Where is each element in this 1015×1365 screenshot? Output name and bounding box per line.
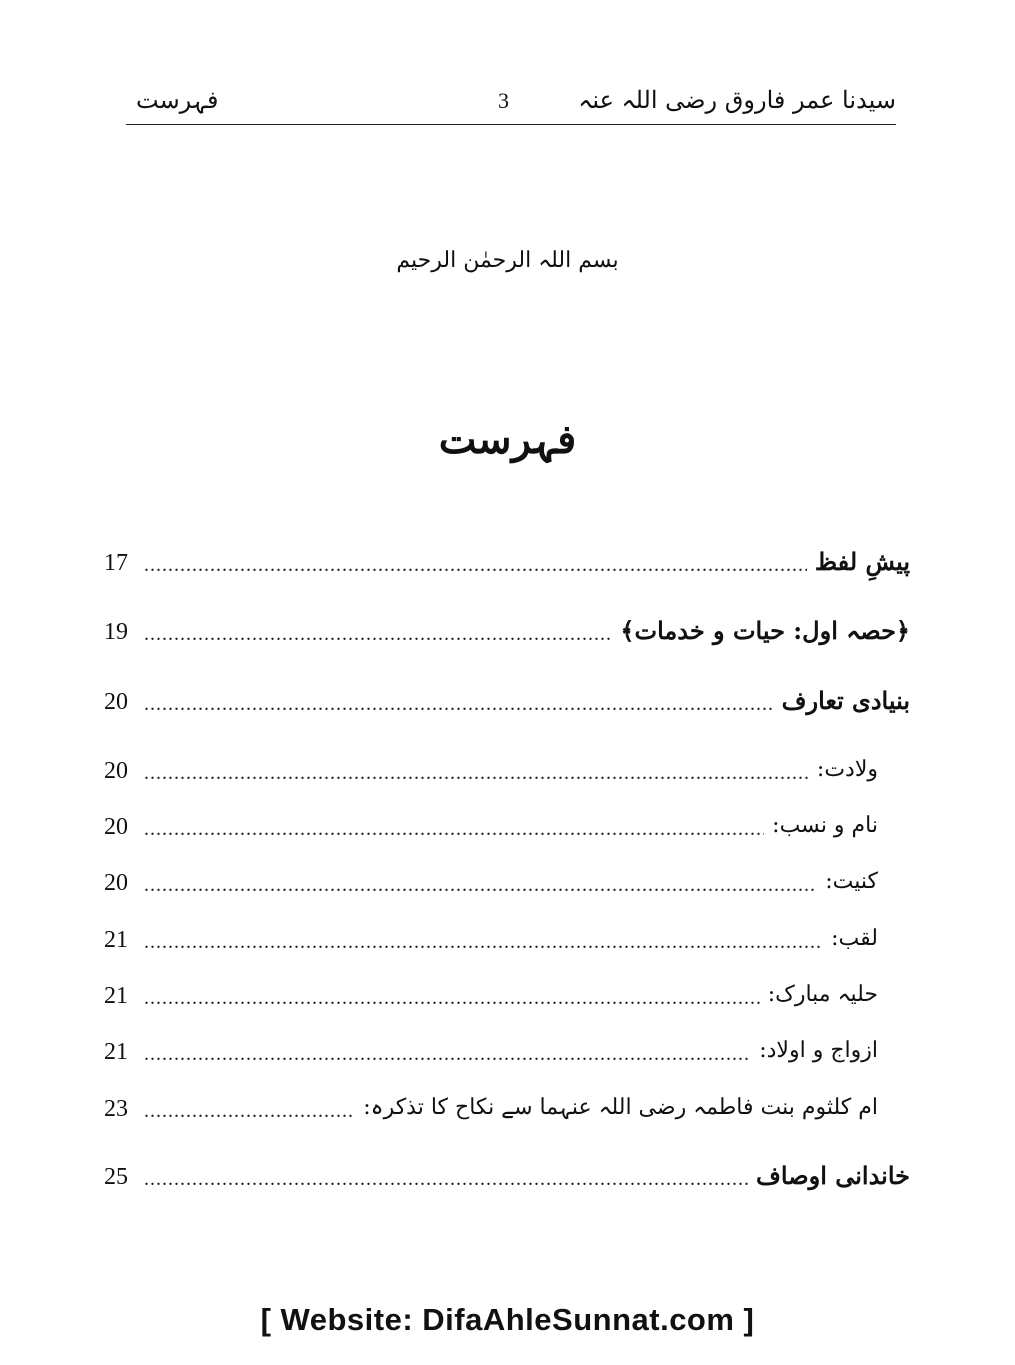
toc-entry-page: 21 — [104, 927, 128, 953]
toc-entry[interactable] — [104, 677, 910, 717]
dot-leader — [144, 1041, 751, 1067]
bismillah: بسم اللہ الرحمٰن الرحیم — [396, 248, 619, 273]
toc-entry-page: 23 — [104, 1096, 128, 1122]
dot-leader — [144, 1098, 355, 1124]
toc-entry-page: 20 — [104, 758, 128, 784]
dot-leader — [144, 1166, 748, 1192]
toc-entry-label: ام کلثوم بنت فاطمہ رضی اللہ عنہما سے نکاح کا تذکرہ: — [363, 1095, 878, 1120]
dot-leader — [144, 816, 764, 842]
toc-entry[interactable] — [104, 915, 878, 955]
toc-entry[interactable] — [104, 1027, 878, 1067]
toc-entry[interactable] — [104, 1084, 878, 1124]
toc-entry[interactable] — [104, 971, 878, 1011]
toc-entry-label: ولادت: — [816, 757, 878, 782]
toc-entry-label: پیشِ لفظ — [814, 547, 910, 576]
toc-entry[interactable] — [104, 1152, 910, 1192]
toc-entry-page: 19 — [104, 619, 128, 645]
toc-entry-label: لقب: — [831, 926, 878, 951]
toc-entry-page: 25 — [104, 1164, 128, 1190]
toc-entry-label: ازواج و اولاد: — [759, 1038, 878, 1063]
book-title: سیدنا عمر فاروق رضی اللہ عنہ — [578, 86, 896, 114]
website-footer: [ Website: DifaAhleSunnat.com ] — [260, 1302, 755, 1337]
toc-entry[interactable] — [104, 802, 878, 842]
toc-entry-label: حلیہ مبارک: — [767, 982, 878, 1007]
toc-entry-page: 20 — [104, 870, 128, 896]
page-title: فہرست — [438, 416, 577, 463]
toc-entry[interactable] — [104, 746, 878, 786]
dot-leader — [144, 985, 760, 1011]
toc-entry-label: نام و نسب: — [772, 813, 878, 838]
toc-entry-page: 21 — [104, 983, 128, 1009]
dot-leader — [144, 929, 823, 955]
toc-entry-page: 17 — [104, 550, 128, 576]
dot-leader — [144, 760, 809, 786]
toc-entry-label: بنیادی تعارف — [781, 686, 910, 715]
dot-leader — [144, 872, 817, 898]
dot-leader — [144, 552, 807, 578]
dot-leader — [144, 621, 612, 647]
toc-entry-page: 21 — [104, 1039, 128, 1065]
toc-entry-page: 20 — [104, 689, 128, 715]
page-number: 3 — [498, 88, 509, 113]
toc-entry-page: 20 — [104, 814, 128, 840]
toc-entry[interactable] — [104, 858, 878, 898]
toc-entry-label: کنیت: — [825, 869, 878, 894]
section-title: فہرست — [136, 86, 219, 114]
dot-leader — [144, 691, 774, 717]
toc-entry-label: خاندانی اوصاف — [756, 1161, 910, 1190]
toc-entry-label: ﴿حصہ اول: حیات و خدمات﴾ — [620, 616, 910, 645]
toc-entry[interactable] — [104, 607, 910, 647]
toc-entry[interactable] — [104, 538, 910, 578]
